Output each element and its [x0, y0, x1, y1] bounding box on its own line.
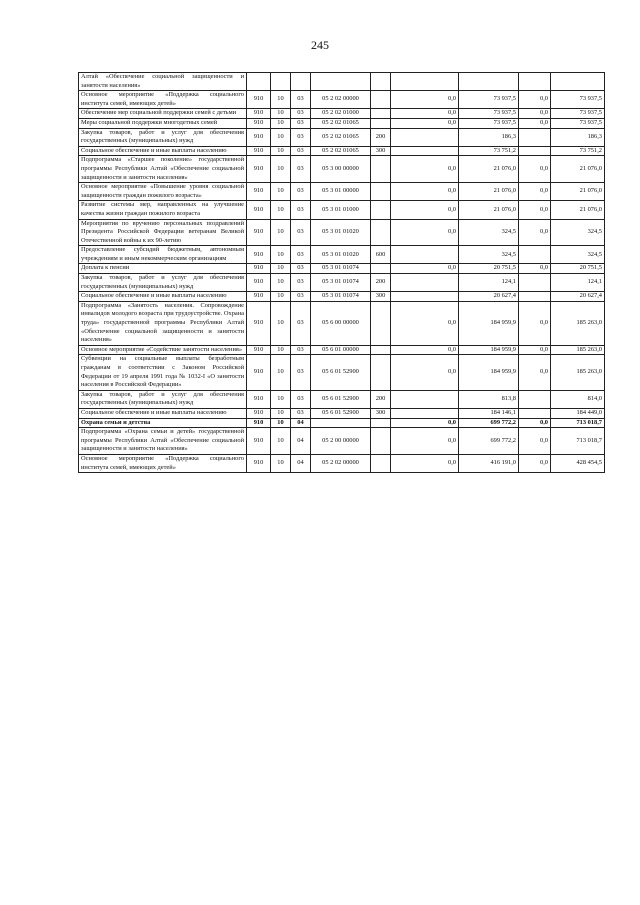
amount-4-cell: 185 263,0: [551, 345, 605, 355]
amount-4-cell: 186,3: [551, 128, 605, 146]
admin-code-cell: 910: [247, 418, 271, 428]
table-row: [79, 264, 605, 274]
target-article-cell: 05 2 02 01065: [311, 118, 371, 128]
expense-type-cell: 300: [371, 146, 391, 156]
table-row: [79, 418, 605, 428]
expense-type-cell: [371, 109, 391, 119]
amount-2-cell: 21 076,0: [459, 156, 519, 183]
target-article-cell: 05 2 02 01000: [311, 109, 371, 119]
expense-type-cell: [371, 73, 391, 91]
amount-4-cell: 184 449,0: [551, 408, 605, 418]
target-article-cell: 05 3 00 00000: [311, 156, 371, 183]
amount-3-cell: 0,0: [519, 345, 551, 355]
row-name-cell: Меры социальной поддержки многодетных семей: [79, 118, 247, 128]
amount-4-cell: 21 076,0: [551, 201, 605, 219]
expense-type-cell: [371, 201, 391, 219]
section-code-cell: 10: [271, 418, 291, 428]
row-name-cell: Основное мероприятие «Повышение уровня социальной защищенности граждан пожилого возраста»: [79, 183, 247, 201]
amount-4-cell: 124,1: [551, 274, 605, 292]
subsection-code-cell: 03: [291, 219, 311, 246]
amount-1-cell: 0,0: [391, 454, 459, 472]
page-number: 245: [311, 38, 329, 52]
admin-code-cell: 910: [247, 118, 271, 128]
expense-type-cell: [371, 264, 391, 274]
table-row: [79, 292, 605, 302]
amount-1-cell: [391, 390, 459, 408]
row-name-cell: Закупка товаров, работ и услуг для обеспечения государственных (муниципальных) нужд: [79, 390, 247, 408]
expense-type-cell: [371, 428, 391, 455]
row-name-cell: Мероприятия по вручению персональных поздравлений Президента Российской Федерации ветеранам Великой Отечественной войны к их 90-летию: [79, 219, 247, 246]
amount-3-cell: 0,0: [519, 418, 551, 428]
amount-3-cell: [519, 292, 551, 302]
subsection-code-cell: 03: [291, 118, 311, 128]
amount-1-cell: 0,0: [391, 428, 459, 455]
table-row: [79, 109, 605, 119]
amount-1-cell: 0,0: [391, 219, 459, 246]
amount-2-cell: 124,1: [459, 274, 519, 292]
table-row: [79, 408, 605, 418]
amount-4-cell: 428 454,5: [551, 454, 605, 472]
amount-2-cell: 184 146,1: [459, 408, 519, 418]
table-row: [79, 91, 605, 109]
amount-2-cell: 73 751,2: [459, 146, 519, 156]
section-code-cell: 10: [271, 274, 291, 292]
table-row: [79, 345, 605, 355]
amount-1-cell: 0,0: [391, 118, 459, 128]
subsection-code-cell: 03: [291, 91, 311, 109]
amount-4-cell: 73 937,5: [551, 109, 605, 119]
expense-type-cell: 300: [371, 408, 391, 418]
amount-3-cell: 0,0: [519, 109, 551, 119]
target-article-cell: 05 3 01 00000: [311, 183, 371, 201]
amount-2-cell: 324,5: [459, 246, 519, 264]
amount-1-cell: [391, 274, 459, 292]
section-code-cell: 10: [271, 390, 291, 408]
amount-1-cell: 0,0: [391, 264, 459, 274]
target-article-cell: 05 3 01 01074: [311, 274, 371, 292]
amount-4-cell: 324,5: [551, 246, 605, 264]
amount-2-cell: 20 627,4: [459, 292, 519, 302]
admin-code-cell: 910: [247, 292, 271, 302]
amount-4-cell: 713 018,7: [551, 418, 605, 428]
section-code-cell: 10: [271, 301, 291, 345]
target-article-cell: 05 3 01 01020: [311, 219, 371, 246]
row-name-cell: Социальное обеспечение и иные выплаты населению: [79, 408, 247, 418]
target-article-cell: 05 6 00 00000: [311, 301, 371, 345]
target-article-cell: 05 6 01 00000: [311, 345, 371, 355]
admin-code-cell: 910: [247, 146, 271, 156]
table-row: [79, 219, 605, 246]
expense-type-cell: [371, 418, 391, 428]
section-code-cell: 10: [271, 454, 291, 472]
target-article-cell: [311, 73, 371, 91]
admin-code-cell: 910: [247, 274, 271, 292]
budget-table-body: [79, 73, 605, 473]
amount-2-cell: 184 959,9: [459, 301, 519, 345]
amount-4-cell: 324,5: [551, 219, 605, 246]
amount-2-cell: 20 751,5: [459, 264, 519, 274]
admin-code-cell: [247, 73, 271, 91]
section-code-cell: 10: [271, 345, 291, 355]
target-article-cell: 05 3 01 01074: [311, 292, 371, 302]
amount-3-cell: 0,0: [519, 91, 551, 109]
section-code-cell: 10: [271, 219, 291, 246]
row-name-cell: Социальное обеспечение и иные выплаты населению: [79, 292, 247, 302]
amount-4-cell: 73 937,5: [551, 91, 605, 109]
admin-code-cell: 910: [247, 201, 271, 219]
expense-type-cell: [371, 355, 391, 390]
expense-type-cell: [371, 301, 391, 345]
subsection-code-cell: 03: [291, 128, 311, 146]
amount-2-cell: 184 959,9: [459, 355, 519, 390]
table-row: [79, 156, 605, 183]
amount-2-cell: 73 937,5: [459, 91, 519, 109]
expense-type-cell: 200: [371, 128, 391, 146]
amount-1-cell: 0,0: [391, 156, 459, 183]
amount-3-cell: 0,0: [519, 156, 551, 183]
row-name-cell: Основное мероприятие «Поддержка социального института семей, имеющих детей»: [79, 454, 247, 472]
amount-2-cell: 699 772,2: [459, 428, 519, 455]
row-name-cell: Предоставление субсидий бюджетным, автономным учреждениям и иным некоммерческим организациям: [79, 246, 247, 264]
amount-1-cell: [391, 73, 459, 91]
row-name-cell: Основное мероприятие «Содействие занятости населения»: [79, 345, 247, 355]
amount-1-cell: 0,0: [391, 345, 459, 355]
amount-2-cell: 324,5: [459, 219, 519, 246]
amount-1-cell: 0,0: [391, 355, 459, 390]
amount-4-cell: [551, 73, 605, 91]
expense-type-cell: [371, 91, 391, 109]
amount-4-cell: 185 263,0: [551, 355, 605, 390]
amount-3-cell: [519, 390, 551, 408]
target-article-cell: 05 3 01 01000: [311, 201, 371, 219]
amount-1-cell: [391, 128, 459, 146]
amount-4-cell: 21 076,0: [551, 156, 605, 183]
section-code-cell: 10: [271, 264, 291, 274]
subsection-code-cell: 03: [291, 301, 311, 345]
subsection-code-cell: 03: [291, 246, 311, 264]
table-row: [79, 146, 605, 156]
target-article-cell: 05 6 01 52900: [311, 390, 371, 408]
section-code-cell: 10: [271, 428, 291, 455]
amount-3-cell: [519, 73, 551, 91]
amount-4-cell: 21 076,0: [551, 183, 605, 201]
amount-4-cell: 20 627,4: [551, 292, 605, 302]
row-name-cell: Подпрограмма «Занятость населения. Сопровождение инвалидов молодого возраста при трудоустройстве. Охрана труда» государственной программы Республики Алтай «Обеспечение социальной защищенности и занятости населения»: [79, 301, 247, 345]
section-code-cell: 10: [271, 156, 291, 183]
row-name-cell: Основное мероприятие «Поддержка социального института семей, имеющих детей»: [79, 91, 247, 109]
table-row: [79, 301, 605, 345]
table-row: [79, 128, 605, 146]
amount-1-cell: 0,0: [391, 91, 459, 109]
amount-4-cell: 185 263,0: [551, 301, 605, 345]
budget-table: [78, 72, 605, 473]
amount-4-cell: 20 751,5: [551, 264, 605, 274]
admin-code-cell: 910: [247, 156, 271, 183]
admin-code-cell: 910: [247, 246, 271, 264]
amount-3-cell: 0,0: [519, 118, 551, 128]
amount-3-cell: 0,0: [519, 183, 551, 201]
admin-code-cell: 910: [247, 390, 271, 408]
subsection-code-cell: 04: [291, 428, 311, 455]
amount-3-cell: [519, 274, 551, 292]
table-row: [79, 390, 605, 408]
admin-code-cell: 910: [247, 91, 271, 109]
subsection-code-cell: 03: [291, 390, 311, 408]
admin-code-cell: 910: [247, 219, 271, 246]
subsection-code-cell: [291, 73, 311, 91]
amount-1-cell: [391, 146, 459, 156]
amount-2-cell: 73 937,5: [459, 109, 519, 119]
amount-2-cell: [459, 73, 519, 91]
table-row: [79, 201, 605, 219]
row-name-cell: Обеспечение мер социальной поддержки семей с детьми: [79, 109, 247, 119]
table-row: [79, 183, 605, 201]
amount-3-cell: 0,0: [519, 301, 551, 345]
amount-3-cell: 0,0: [519, 454, 551, 472]
expense-type-cell: 200: [371, 390, 391, 408]
row-name-cell: Подпрограмма «Охрана семьи и детей» государственной программы Республики Алтай «Обеспечение социальной защищенности и занятости населения»: [79, 428, 247, 455]
amount-1-cell: [391, 408, 459, 418]
subsection-code-cell: 03: [291, 264, 311, 274]
admin-code-cell: 910: [247, 408, 271, 418]
target-article-cell: 05 6 01 52900: [311, 408, 371, 418]
expense-type-cell: 300: [371, 292, 391, 302]
row-name-cell: Охрана семьи и детства: [79, 418, 247, 428]
target-article-cell: 05 2 02 00000: [311, 91, 371, 109]
section-code-cell: 10: [271, 408, 291, 418]
amount-3-cell: [519, 408, 551, 418]
admin-code-cell: 910: [247, 345, 271, 355]
amount-3-cell: [519, 246, 551, 264]
expense-type-cell: 200: [371, 274, 391, 292]
amount-1-cell: 0,0: [391, 301, 459, 345]
subsection-code-cell: 03: [291, 274, 311, 292]
target-article-cell: 05 3 01 01074: [311, 264, 371, 274]
amount-3-cell: 0,0: [519, 219, 551, 246]
subsection-code-cell: 04: [291, 454, 311, 472]
admin-code-cell: 910: [247, 109, 271, 119]
target-article-cell: 05 2 02 00000: [311, 454, 371, 472]
subsection-code-cell: 03: [291, 156, 311, 183]
admin-code-cell: 910: [247, 428, 271, 455]
table-row: [79, 274, 605, 292]
subsection-code-cell: 03: [291, 345, 311, 355]
row-name-cell: Доплата к пенсии: [79, 264, 247, 274]
table-row: [79, 454, 605, 472]
table-row: [79, 355, 605, 390]
subsection-code-cell: 03: [291, 201, 311, 219]
admin-code-cell: 910: [247, 264, 271, 274]
amount-1-cell: [391, 246, 459, 264]
amount-3-cell: 0,0: [519, 428, 551, 455]
subsection-code-cell: 03: [291, 292, 311, 302]
amount-1-cell: 0,0: [391, 109, 459, 119]
amount-2-cell: 73 937,5: [459, 118, 519, 128]
amount-3-cell: 0,0: [519, 264, 551, 274]
admin-code-cell: 910: [247, 183, 271, 201]
amount-2-cell: 186,3: [459, 128, 519, 146]
subsection-code-cell: 03: [291, 109, 311, 119]
subsection-code-cell: 03: [291, 183, 311, 201]
amount-2-cell: 699 772,2: [459, 418, 519, 428]
subsection-code-cell: 03: [291, 408, 311, 418]
expense-type-cell: [371, 183, 391, 201]
target-article-cell: 05 2 02 01065: [311, 128, 371, 146]
section-code-cell: [271, 73, 291, 91]
target-article-cell: 05 3 01 01020: [311, 246, 371, 264]
amount-4-cell: 73 937,5: [551, 118, 605, 128]
amount-1-cell: 0,0: [391, 418, 459, 428]
table-row: [79, 118, 605, 128]
section-code-cell: 10: [271, 355, 291, 390]
section-code-cell: 10: [271, 109, 291, 119]
expense-type-cell: [371, 454, 391, 472]
amount-3-cell: [519, 128, 551, 146]
expense-type-cell: [371, 219, 391, 246]
table-row: [79, 246, 605, 264]
expense-type-cell: 600: [371, 246, 391, 264]
amount-4-cell: 713 018,7: [551, 428, 605, 455]
target-article-cell: 05 6 01 52900: [311, 355, 371, 390]
section-code-cell: 10: [271, 128, 291, 146]
amount-2-cell: 184 959,9: [459, 345, 519, 355]
target-article-cell: 05 2 02 01065: [311, 146, 371, 156]
amount-1-cell: 0,0: [391, 183, 459, 201]
amount-2-cell: 21 076,0: [459, 183, 519, 201]
amount-2-cell: 813,8: [459, 390, 519, 408]
subsection-code-cell: 03: [291, 146, 311, 156]
amount-2-cell: 416 191,0: [459, 454, 519, 472]
amount-3-cell: 0,0: [519, 201, 551, 219]
amount-2-cell: 21 076,0: [459, 201, 519, 219]
amount-1-cell: [391, 292, 459, 302]
admin-code-cell: 910: [247, 128, 271, 146]
section-code-cell: 10: [271, 183, 291, 201]
expense-type-cell: [371, 345, 391, 355]
section-code-cell: 10: [271, 146, 291, 156]
amount-4-cell: 73 751,2: [551, 146, 605, 156]
row-name-cell: Субвенции на социальные выплаты безработным гражданам в соответствии с Законом Российской Федерации от 19 апреля 1991 года № 1032-I «О занятости населения в Российской Федерации»: [79, 355, 247, 390]
subsection-code-cell: 03: [291, 355, 311, 390]
target-article-cell: [311, 418, 371, 428]
expense-type-cell: [371, 118, 391, 128]
row-name-cell: Закупка товаров, работ и услуг для обеспечения государственных (муниципальных) нужд: [79, 128, 247, 146]
row-name-cell: Алтай «Обеспечение социальной защищенности и занятости населения»: [79, 73, 247, 91]
admin-code-cell: 910: [247, 301, 271, 345]
row-name-cell: Закупка товаров, работ и услуг для обеспечения государственных (муниципальных) нужд: [79, 274, 247, 292]
amount-3-cell: [519, 146, 551, 156]
section-code-cell: 10: [271, 292, 291, 302]
section-code-cell: 10: [271, 201, 291, 219]
admin-code-cell: 910: [247, 355, 271, 390]
table-row: [79, 428, 605, 455]
target-article-cell: 05 2 00 00000: [311, 428, 371, 455]
table-row: [79, 73, 605, 91]
section-code-cell: 10: [271, 91, 291, 109]
section-code-cell: 10: [271, 118, 291, 128]
row-name-cell: Социальное обеспечение и иные выплаты населению: [79, 146, 247, 156]
amount-4-cell: 814,0: [551, 390, 605, 408]
expense-type-cell: [371, 156, 391, 183]
section-code-cell: 10: [271, 246, 291, 264]
subsection-code-cell: 04: [291, 418, 311, 428]
amount-1-cell: 0,0: [391, 201, 459, 219]
admin-code-cell: 910: [247, 454, 271, 472]
row-name-cell: Подпрограмма «Старшее поколение» государственной программы Республики Алтай «Обеспечение социальной защищенности и занятости населения»: [79, 156, 247, 183]
amount-3-cell: 0,0: [519, 355, 551, 390]
row-name-cell: Развитие системы мер, направленных на улучшение качества жизни граждан пожилого возраста: [79, 201, 247, 219]
